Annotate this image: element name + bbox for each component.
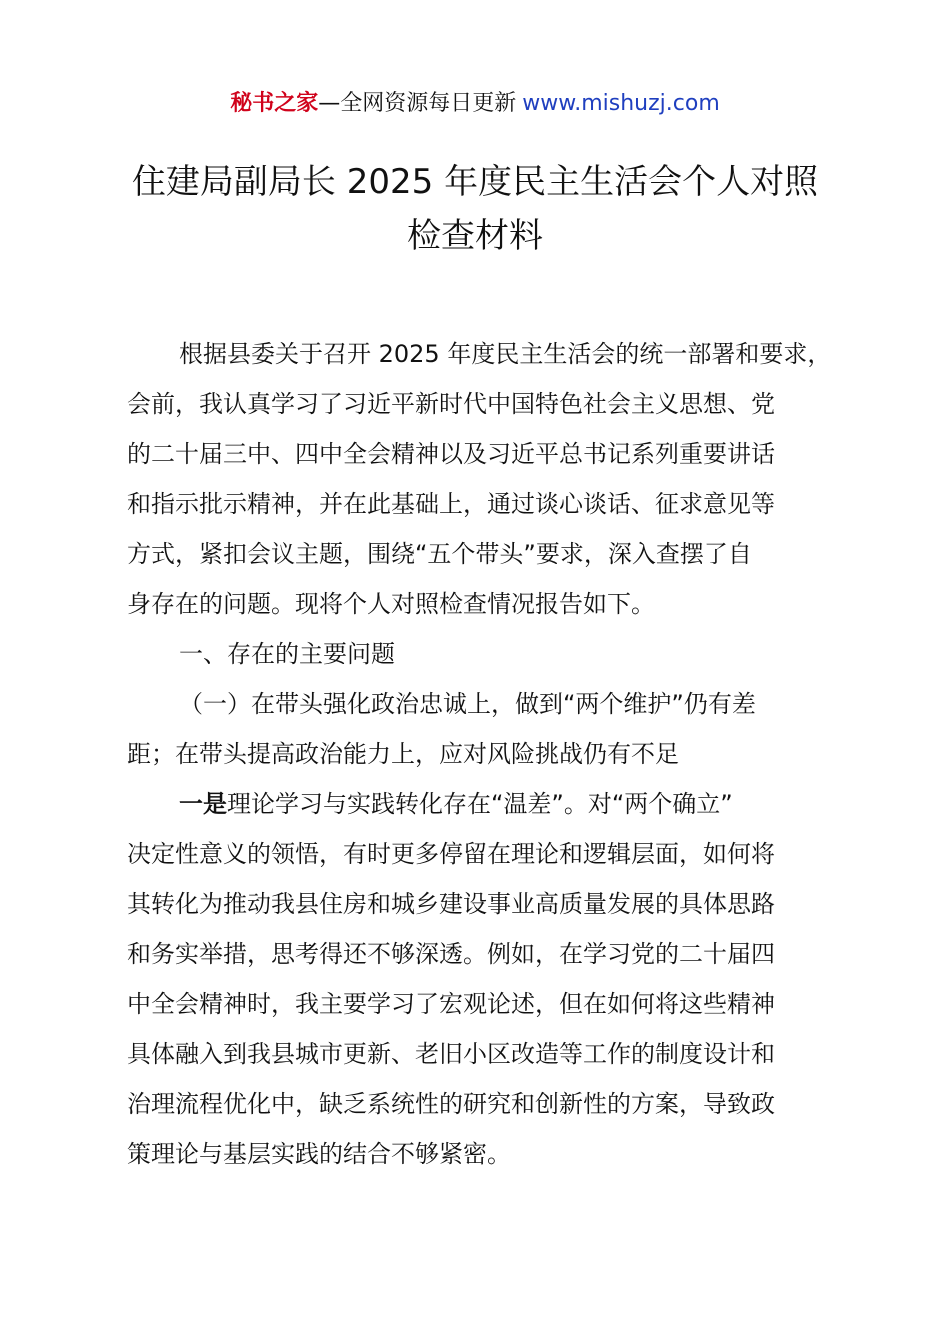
point-line: 治理流程优化中，缺乏系统性的研究和创新性的方案，导致政 xyxy=(127,1090,775,1118)
intro-line: 身存在的问题。现将个人对照检查情况报告如下。 xyxy=(127,590,655,618)
point-line: 中全会精神时，我主要学习了宏观论述，但在如何将这些精神 xyxy=(127,990,775,1018)
point-lead: 一是 xyxy=(179,790,227,818)
intro-line: 方式，紧扣会议主题，围绕“五个带头”要求，深入查摆了自 xyxy=(127,540,752,568)
point-line: 具体融入到我县城市更新、老旧小区改造等工作的制度设计和 xyxy=(127,1040,775,1068)
brand-name: 秘书之家 xyxy=(230,91,319,116)
point-first-line xyxy=(127,779,832,829)
intro-line: 根据县委关于召开 2025 年度民主生活会的统一部署和要求， xyxy=(179,340,832,368)
title-line-2: 检查材料 xyxy=(407,216,543,256)
section-heading: 一、存在的主要问题 xyxy=(179,640,395,668)
point-line: 策理论与基层实践的结合不够紧密。 xyxy=(127,1140,511,1168)
intro-line: 和指示批示精神，并在此基础上，通过谈心谈话、征求意见等 xyxy=(127,490,775,518)
point-first-line-text: 理论学习与实践转化存在“温差”。对“两个确立” xyxy=(227,790,733,818)
subsection-heading-line: 距；在带头提高政治能力上，应对风险挑战仍有不足 xyxy=(127,740,679,768)
document-body xyxy=(127,329,832,1179)
intro-line: 的二十届三中、四中全会精神以及习近平总书记系列重要讲话 xyxy=(127,440,775,468)
site-header xyxy=(0,88,950,120)
title-line-1: 住建局副局长 2025 年度民主生活会个人对照 xyxy=(131,162,819,202)
point-line: 决定性意义的领悟，有时更多停留在理论和逻辑层面，如何将 xyxy=(127,840,775,868)
header-tagline: —全网资源每日更新 xyxy=(318,91,517,116)
intro-line: 会前，我认真学习了习近平新时代中国特色社会主义思想、党 xyxy=(127,390,775,418)
point-line: 其转化为推动我县住房和城乡建设事业高质量发展的具体思路 xyxy=(127,890,775,918)
document-title xyxy=(120,155,830,263)
site-url-link[interactable]: www.mishuzj.com xyxy=(522,91,720,116)
subsection-heading-line: （一）在带头强化政治忠诚上，做到“两个维护”仍有差 xyxy=(179,690,756,718)
point-line: 和务实举措，思考得还不够深透。例如，在学习党的二十届四 xyxy=(127,940,775,968)
